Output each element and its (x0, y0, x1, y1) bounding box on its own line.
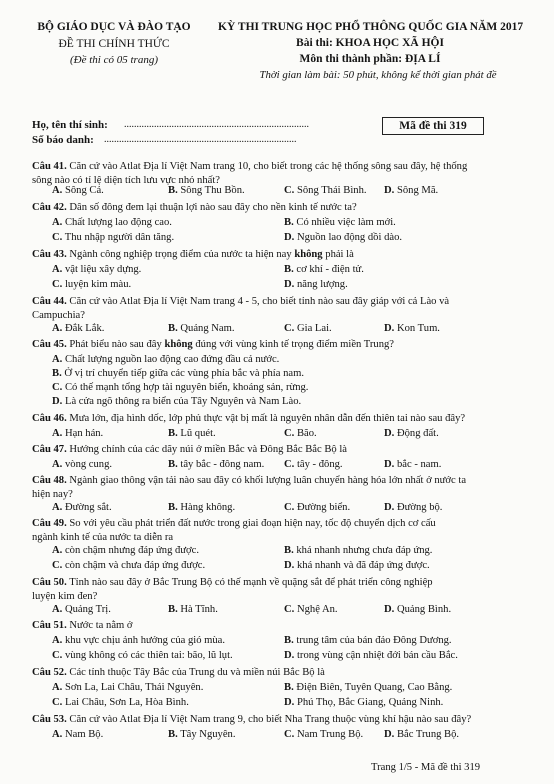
question-text: Phát biểu nào sau đây (69, 339, 162, 350)
answer-option (52, 697, 189, 708)
option-text: vùng không có các thiên tai: bão, lũ lụt. (64, 650, 233, 661)
question-text: Ngành công nghiệp trọng điểm của nước ta hiện nay (69, 249, 292, 260)
question-number: Câu 41. (32, 161, 67, 172)
option-text: bắc - nam. (396, 459, 442, 470)
option-key: C. (284, 185, 295, 196)
option-text: Đường biển. (296, 502, 351, 513)
answer-option (284, 502, 350, 513)
option-text: Chất lượng nguồn lao động cao đứng đầu cả nước. (64, 354, 280, 365)
option-text: Sông Thái Bình. (296, 185, 367, 196)
answer-option (168, 604, 218, 615)
option-key: D. (384, 323, 395, 334)
answer-option (52, 650, 233, 661)
option-key: A. (52, 502, 63, 513)
option-key: B. (168, 604, 178, 615)
answer-option (52, 354, 279, 365)
question-text: Căn cứ vào Atlat Địa lí Việt Nam trang 10, cho biết trong các hệ thống sông sau đây, hệ thống (69, 161, 468, 172)
option-text: Ở vị trí chuyển tiếp giữa các vùng phía bắc và phía nam. (64, 368, 304, 379)
question-number: Câu 46. (32, 413, 67, 424)
option-key: D. (384, 428, 395, 439)
option-key: B. (168, 428, 178, 439)
option-key: A. (52, 185, 63, 196)
question-number: Câu 52. (32, 667, 67, 678)
option-key: D. (284, 560, 295, 571)
option-text: Hàng không. (180, 502, 236, 513)
option-text: Nam Trung Bộ. (296, 729, 364, 740)
answer-option (284, 682, 452, 693)
option-key: B. (168, 323, 178, 334)
answer-option (284, 545, 432, 556)
answer-option (52, 545, 199, 556)
answer-option (52, 396, 301, 407)
answer-option (52, 323, 104, 334)
option-text: vòng cung. (64, 459, 113, 470)
option-text: cơ khí - điện tử. (296, 264, 364, 275)
answer-option (284, 217, 396, 228)
answer-option (52, 459, 112, 470)
answer-option (384, 459, 441, 470)
option-text: Sông Mã. (396, 185, 439, 196)
option-key: A. (52, 459, 63, 470)
option-text: Quảng Bình. (396, 604, 452, 615)
option-key: B. (284, 264, 294, 275)
answer-option (168, 502, 235, 513)
question-text: phải là (325, 249, 354, 260)
exam-component: Môn thi thành phần: ĐỊA LÍ (299, 53, 441, 65)
emphasis-word: không (164, 339, 193, 350)
question-number: Câu 47. (32, 444, 67, 455)
option-key: A. (52, 682, 63, 693)
option-key: D. (284, 650, 295, 661)
question-text: Tỉnh nào sau đây ở Bắc Trung Bộ có thế mạnh về quặng sắt để phát triển công nghiệp (69, 577, 433, 588)
question-text: Campuchia? (32, 310, 85, 321)
question-text: Dân số đông đem lại thuận lợi nào sau đây cho nền kinh tế nước ta? (69, 202, 357, 213)
option-text: Lai Châu, Sơn La, Hòa Bình. (64, 697, 189, 708)
answer-option (52, 217, 172, 228)
option-key: C. (284, 604, 295, 615)
question-number: Câu 43. (32, 249, 67, 260)
option-text: Bão. (296, 428, 317, 439)
option-key: D. (384, 729, 395, 740)
option-text: Gia Lai. (296, 323, 332, 334)
question-text: Căn cứ vào Atlat Địa lí Việt Nam trang 9, cho biết Nha Trang thuộc vùng khí hậu nào sau đây? (69, 714, 472, 725)
option-text: Động đất. (396, 428, 439, 439)
question-text: Nước ta nằm ở (69, 620, 133, 631)
option-text: Lũ quét. (180, 428, 216, 439)
answer-option (52, 264, 141, 275)
option-text: Đường bộ. (396, 502, 443, 513)
question-stem (32, 713, 471, 726)
option-text: Đắk Lắk. (64, 323, 105, 334)
answer-option (384, 185, 438, 196)
answer-option (284, 279, 348, 290)
option-text: Đường sắt. (64, 502, 112, 513)
option-key: B. (52, 368, 62, 379)
answer-option (52, 382, 308, 393)
option-key: C. (284, 729, 295, 740)
answer-option (52, 185, 104, 196)
question-number: Câu 51. (32, 620, 67, 631)
question-stem (32, 338, 394, 351)
option-key: B. (168, 459, 178, 470)
option-key: D. (284, 697, 295, 708)
answer-option (52, 635, 225, 646)
option-text: Chất lượng lao động cao. (64, 217, 172, 228)
option-text: Nam Bộ. (64, 729, 104, 740)
option-text: Quảng Nam. (180, 323, 235, 334)
candidate-name-label: Họ, tên thí sinh: (32, 119, 108, 131)
question-stem (32, 443, 347, 456)
option-text: Hạn hán. (64, 428, 104, 439)
question-stem (32, 666, 325, 679)
option-text: luyện kim màu. (64, 279, 132, 290)
option-text: năng lượng. (296, 279, 348, 290)
answer-option (284, 729, 363, 740)
option-key: B. (168, 502, 178, 513)
option-key: B. (284, 635, 294, 646)
option-key: D. (384, 502, 395, 513)
option-text: Có thế mạnh tổng hợp tài nguyên biển, khoáng sản, rừng. (64, 382, 309, 393)
question-text: hiện nay? (32, 489, 73, 500)
option-text: tây bắc - đông nam. (180, 459, 265, 470)
option-text: vật liệu xây dựng. (64, 264, 142, 275)
option-text: Bắc Trung Bộ. (396, 729, 460, 740)
answer-option (168, 323, 235, 334)
question-number: Câu 49. (32, 518, 67, 529)
answer-option (52, 604, 111, 615)
answer-option (52, 682, 203, 693)
answer-option (284, 697, 443, 708)
emphasis-word: không (294, 249, 323, 260)
option-key: D. (384, 604, 395, 615)
option-text: còn chậm và chưa đáp ứng được. (64, 560, 206, 571)
option-key: C. (52, 382, 63, 393)
option-key: A. (52, 545, 63, 556)
option-text: Quảng Trị. (64, 604, 111, 615)
question-text: Ngành giao thông vận tải nào sau đây có khối lượng luân chuyển hàng hóa lớn nhất ở nước ta (69, 475, 467, 486)
answer-option (384, 729, 459, 740)
exam-subject: Bài thi: KHOA HỌC XÃ HỘI (296, 37, 444, 49)
exam-code-box: Mã đề thi 319 (382, 117, 484, 135)
question-text: Căn cứ vào Atlat Địa lí Việt Nam trang 4 - 5, cho biết tỉnh nào sau đây giáp với cả Lào và (69, 296, 450, 307)
option-text: Nguồn lao động dồi dào. (296, 232, 403, 243)
question-number: Câu 53. (32, 714, 67, 725)
official-label: ĐỀ THI CHÍNH THỨC (58, 38, 170, 50)
option-text: Là cửa ngõ thông ra biển của Tây Nguyên và Nam Lào. (64, 396, 302, 407)
page-count: (Đề thi có 05 trang) (70, 54, 158, 66)
question-text: luyện kim đen? (32, 591, 98, 602)
answer-option (284, 185, 367, 196)
option-key: A. (52, 354, 63, 365)
answer-option (52, 428, 103, 439)
option-text: Hà Tĩnh. (180, 604, 218, 615)
option-text: Sông Cả. (64, 185, 104, 196)
option-text: Phú Thọ, Bắc Giang, Quảng Ninh. (296, 697, 444, 708)
option-key: A. (52, 264, 63, 275)
answer-option (168, 428, 216, 439)
answer-option (52, 560, 205, 571)
question-text: sông nào có tỉ lệ diện tích lưu vực nhỏ nhất? (32, 175, 221, 186)
option-key: C. (284, 459, 295, 470)
option-key: C. (284, 323, 295, 334)
answer-option (168, 729, 236, 740)
question-number: Câu 44. (32, 296, 67, 307)
option-key: D. (52, 396, 63, 407)
page-footer: Trang 1/5 - Mã đề thi 319 (371, 762, 481, 773)
answer-option (284, 635, 452, 646)
question-stem (32, 295, 449, 308)
option-text: Kon Tum. (396, 323, 440, 334)
answer-option (52, 729, 103, 740)
question-number: Câu 50. (32, 577, 67, 588)
option-text: Có nhiều việc làm mới. (296, 217, 396, 228)
answer-option (384, 428, 439, 439)
option-key: B. (168, 185, 178, 196)
answer-option (284, 264, 364, 275)
question-stem (32, 160, 467, 173)
question-text: ngành kinh tế của nước ta diễn ra (32, 532, 174, 543)
answer-option (384, 502, 442, 513)
option-key: B. (168, 729, 178, 740)
option-key: C. (52, 232, 63, 243)
candidate-name-field: .......................................................................... (124, 119, 309, 130)
answer-option (284, 604, 338, 615)
ministry-name: BỘ GIÁO DỤC VÀ ĐÀO TẠO (37, 21, 191, 33)
option-text: khá nhanh nhưng chưa đáp ứng. (296, 545, 433, 556)
question-stem (32, 248, 354, 261)
question-text: Hướng chính của các dãy núi ở miền Bắc và Đông Bắc Bắc Bộ là (69, 444, 347, 455)
question-text: Các tỉnh thuộc Tây Bắc của Trung du và miền núi Bắc Bộ là (69, 667, 325, 678)
option-key: D. (384, 459, 395, 470)
option-key: C. (52, 650, 63, 661)
option-text: khá nhanh và đã đáp ứng được. (296, 560, 430, 571)
option-key: D. (284, 279, 295, 290)
option-text: Sơn La, Lai Châu, Thái Nguyên. (64, 682, 204, 693)
option-key: A. (52, 217, 63, 228)
question-text: đúng với vùng kinh tế trọng điểm miền Trung? (195, 339, 395, 350)
question-stem (32, 412, 465, 425)
answer-option (284, 650, 458, 661)
answer-option (52, 232, 174, 243)
answer-option (284, 323, 332, 334)
option-key: B. (284, 682, 294, 693)
option-text: Nghệ An. (296, 604, 338, 615)
option-key: B. (284, 545, 294, 556)
answer-option (284, 560, 430, 571)
option-key: B. (284, 217, 294, 228)
option-key: A. (52, 604, 63, 615)
question-text: So với yêu cầu phát triển đất nước trong giai đoạn hiện nay, tốc độ chuyển dịch cơ cấu (69, 518, 436, 529)
question-text: Mưa lớn, địa hình dốc, lớp phủ thực vật bị mất là nguyên nhân dẫn đến thiên tai nào sau đây? (69, 413, 466, 424)
option-text: trong vùng cận nhiệt đới bán cầu Bắc. (296, 650, 458, 661)
option-text: tây - đông. (296, 459, 343, 470)
question-stem (32, 576, 433, 589)
question-number: Câu 45. (32, 339, 67, 350)
question-stem (32, 517, 436, 530)
option-text: trung tâm của bán đảo Đông Dương. (296, 635, 452, 646)
option-key: C. (52, 560, 63, 571)
answer-option (284, 232, 402, 243)
answer-option (168, 459, 264, 470)
question-stem (32, 474, 466, 487)
option-text: khu vực chịu ảnh hưởng của gió mùa. (64, 635, 226, 646)
option-key: C. (52, 697, 63, 708)
option-key: D. (284, 232, 295, 243)
option-text: Tây Nguyên. (180, 729, 236, 740)
option-key: D. (384, 185, 395, 196)
option-key: A. (52, 323, 63, 334)
candidate-number-field: ............................................................................. (104, 134, 297, 145)
option-key: C. (284, 428, 295, 439)
answer-option (384, 323, 440, 334)
candidate-number-label: Số báo danh: (32, 134, 94, 146)
option-key: A. (52, 635, 63, 646)
option-key: C. (52, 279, 63, 290)
question-stem (32, 619, 133, 632)
answer-option (384, 604, 451, 615)
exam-title: KỲ THI TRUNG HỌC PHỔ THÔNG QUỐC GIA NĂM 2017 (218, 21, 524, 33)
option-key: A. (52, 729, 63, 740)
question-stem (32, 201, 357, 214)
option-key: C. (284, 502, 295, 513)
answer-option (52, 368, 304, 379)
option-key: A. (52, 428, 63, 439)
answer-option (168, 185, 245, 196)
exam-time: Thời gian làm bài: 50 phút, không kể thời gian phát đề (259, 69, 497, 81)
answer-option (284, 459, 343, 470)
question-number: Câu 48. (32, 475, 67, 486)
answer-option (52, 279, 131, 290)
answer-option (284, 428, 317, 439)
question-number: Câu 42. (32, 202, 67, 213)
option-text: Thu nhập người dân tăng. (64, 232, 175, 243)
answer-option (52, 502, 112, 513)
option-text: còn chậm nhưng đáp ứng được. (64, 545, 199, 556)
option-text: Điện Biên, Tuyên Quang, Cao Bằng. (296, 682, 453, 693)
option-text: Sông Thu Bồn. (180, 185, 245, 196)
